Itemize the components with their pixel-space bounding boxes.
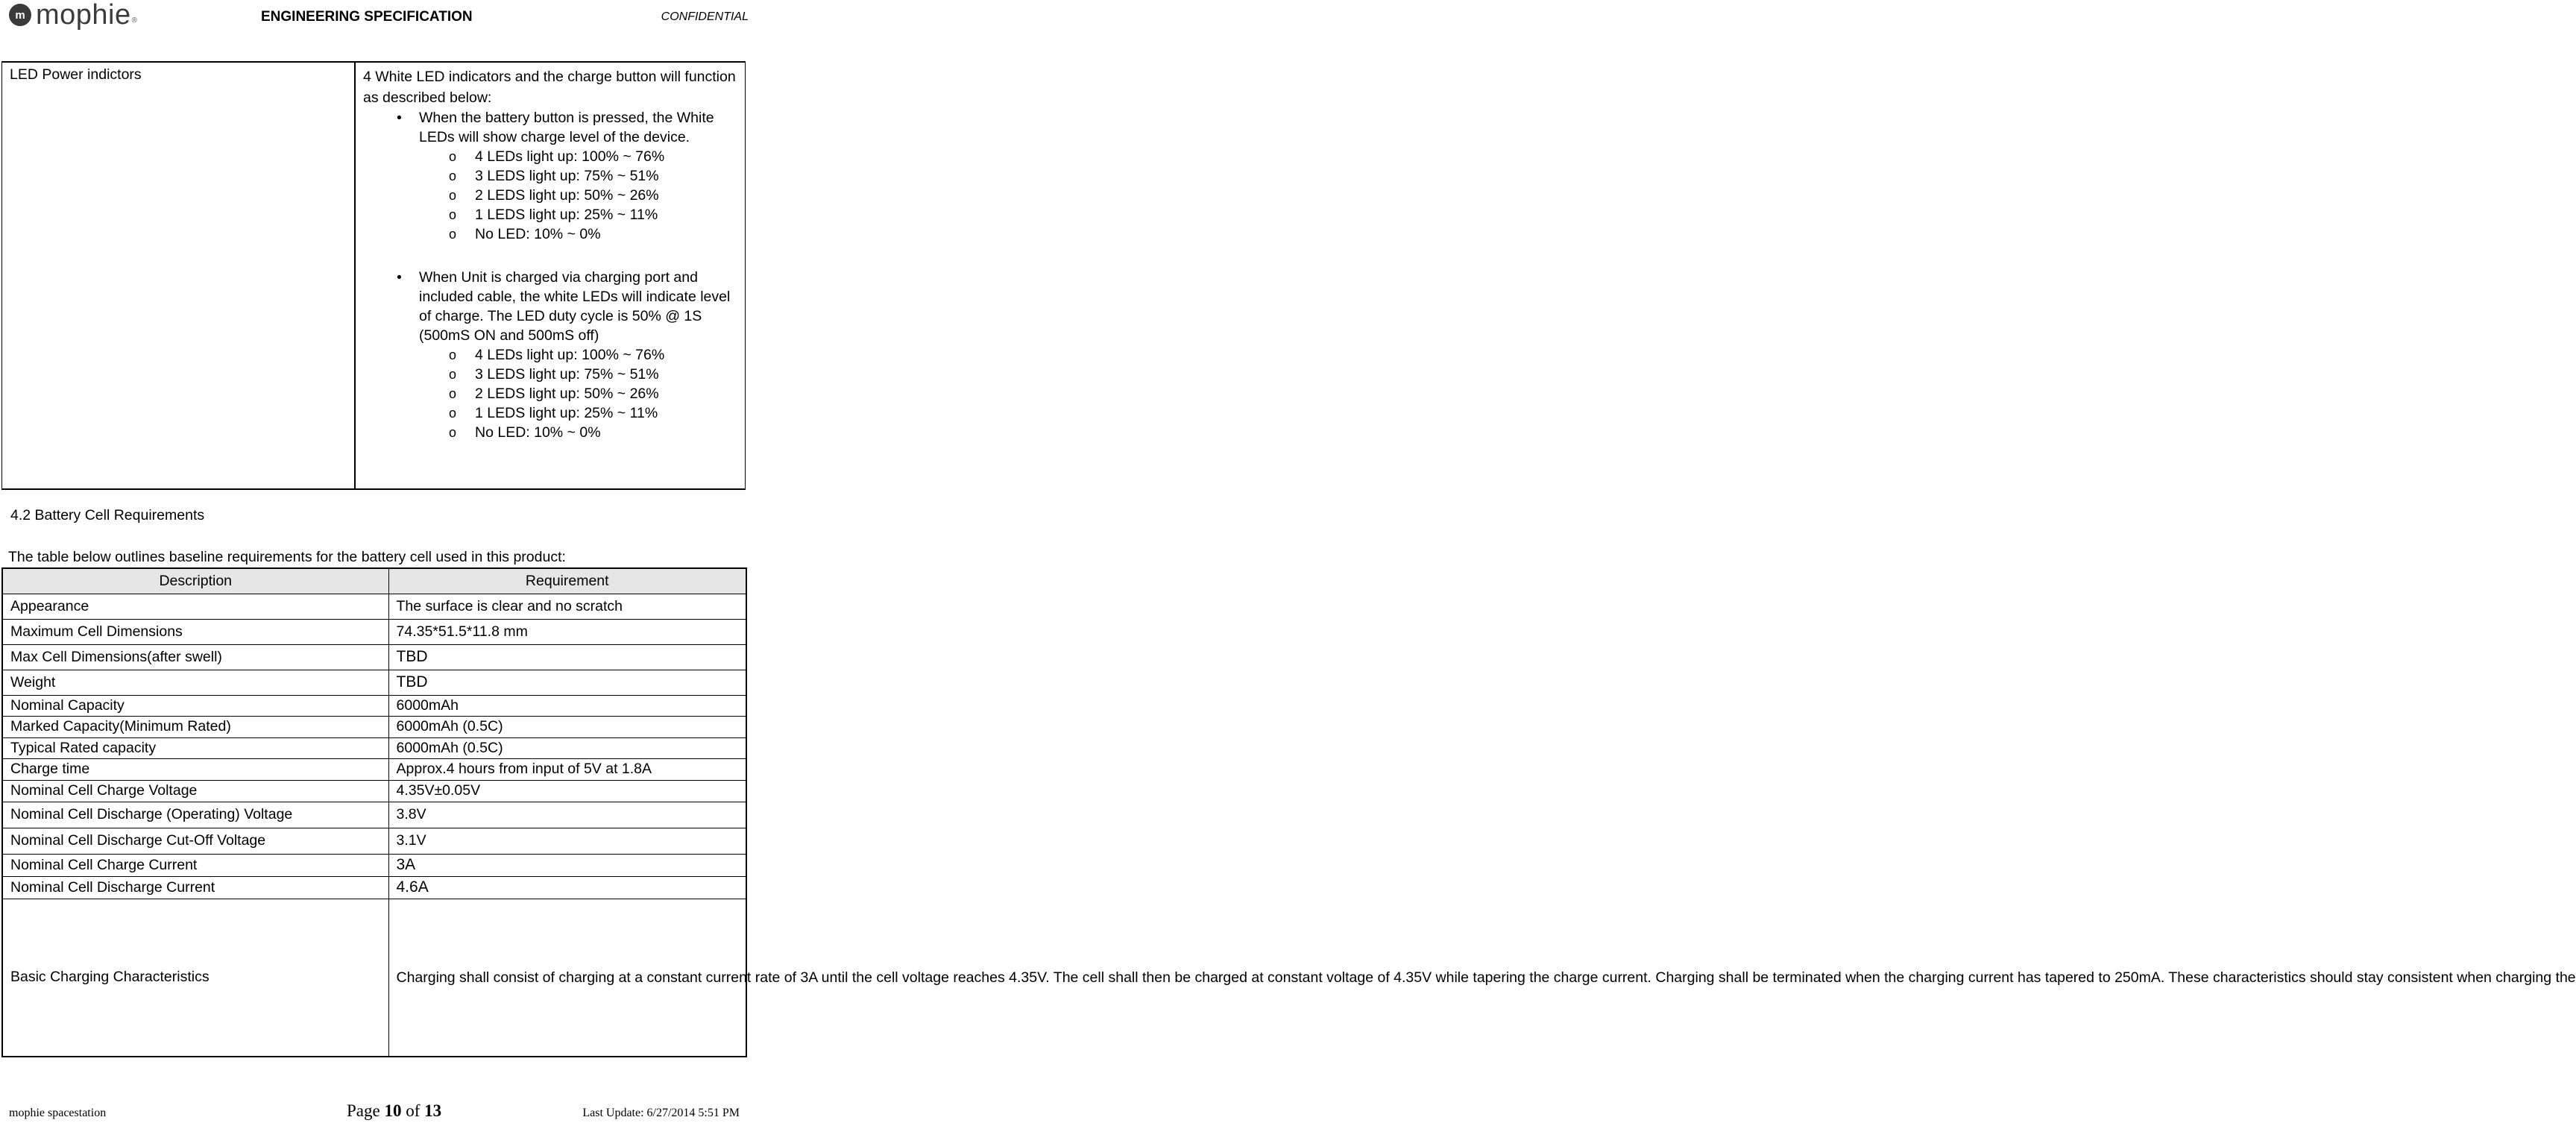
row-requirement: TBD: [388, 644, 746, 670]
row-requirement: Charging shall consist of charging at a constant current rate of 3A until the cell voltage reaches 4.35V. The cell shall then be charged at constant voltage of 4.35V while tapering the charge current. Charging shall be terminated when the charging current has tapered to 250mA. These characteristics should stay consistent when charging the: [388, 899, 746, 1057]
page-number: [347, 1101, 441, 1121]
table-row: [2, 828, 746, 854]
logo-wordmark: mophie: [36, 0, 131, 31]
sub-item: o 3 LEDS light up: 75% ~ 51%: [363, 365, 740, 384]
row-requirement: Approx.4 hours from input of 5V at 1.8A: [388, 758, 746, 780]
sub-item: o 1 LEDS light up: 25% ~ 11%: [363, 205, 740, 224]
row-description: Basic Charging Characteristics: [2, 899, 388, 1057]
mophie-logo: [9, 0, 138, 31]
sub-item: o 2 LEDS light up: 50% ~ 26%: [363, 384, 740, 403]
sub-item: o 1 LEDS light up: 25% ~ 11%: [363, 403, 740, 423]
sub-item: o 4 LEDs light up: 100% ~ 76%: [363, 147, 740, 166]
table-row: [2, 644, 746, 670]
bullet-item: • When the battery button is pressed, the White LEDs will show charge level of the device.: [363, 108, 740, 147]
table-row: [2, 737, 746, 758]
row-requirement: 4.6A: [388, 876, 746, 899]
page-total: 13: [424, 1101, 442, 1120]
mophie-logo-icon: m: [9, 4, 31, 26]
table-row: [2, 594, 746, 619]
table-row: [2, 695, 746, 716]
row-requirement: 3.1V: [388, 828, 746, 854]
row-requirement: 74.35*51.5*11.8 mm: [388, 619, 746, 644]
row-description: Nominal Cell Discharge Current: [2, 876, 388, 899]
table-row: [2, 758, 746, 780]
row-description: Maximum Cell Dimensions: [2, 619, 388, 644]
table-row: [2, 854, 746, 876]
page-current: 10: [384, 1101, 402, 1120]
table-row: [2, 899, 746, 1057]
row-description: Nominal Cell Discharge (Operating) Voltage: [2, 802, 388, 828]
row-description: Nominal Cell Discharge Cut-Off Voltage: [2, 828, 388, 854]
footer-last-update: Last Update: 6/27/2014 5:51 PM: [582, 1107, 740, 1119]
battery-requirements-table: [1, 567, 2576, 1057]
page-header: [0, 0, 750, 34]
row-requirement: TBD: [388, 670, 746, 695]
row-description: Weight: [2, 670, 388, 695]
section-heading: 4.2 Battery Cell Requirements: [10, 507, 205, 523]
table-row: [2, 619, 746, 644]
page-prefix: Page: [347, 1101, 380, 1120]
column-header-requirement: Requirement: [388, 568, 746, 594]
row-requirement: 3.8V: [388, 802, 746, 828]
row-description: Nominal Cell Charge Voltage: [2, 780, 388, 802]
row-description: Marked Capacity(Minimum Rated): [2, 716, 388, 737]
table-row: [2, 670, 746, 695]
row-description: Typical Rated capacity: [2, 737, 388, 758]
row-description: Nominal Capacity: [2, 695, 388, 716]
row-description: Appearance: [2, 594, 388, 619]
sub-item: o 2 LEDS light up: 50% ~ 26%: [363, 186, 740, 205]
footer-product: mophie spacestation: [9, 1107, 107, 1119]
row-description: Nominal Cell Charge Current: [2, 854, 388, 876]
confidential-label: CONFIDENTIAL: [661, 10, 749, 23]
table-row: [2, 780, 746, 802]
table-row: [2, 802, 746, 828]
table-row: [2, 876, 746, 899]
row-requirement: The surface is clear and no scratch: [388, 594, 746, 619]
bullet-item: • When Unit is charged via charging port and included cable, the white LEDs will indicate level of charge. The LED duty cycle is 50% @ 1S (500mS ON and 500mS off): [363, 268, 740, 345]
row-description: Charge time: [2, 758, 388, 780]
document-title: ENGINEERING SPECIFICATION: [261, 9, 473, 25]
table-header-row: [2, 568, 746, 594]
led-indicator-table: [1, 61, 746, 490]
sub-item: o No LED: 10% ~ 0%: [363, 224, 740, 244]
led-label-cell: LED Power indictors: [10, 66, 142, 83]
led-description-cell: [363, 66, 740, 442]
row-requirement: 4.35V±0.05V: [388, 780, 746, 802]
row-requirement: 6000mAh (0.5C): [388, 716, 746, 737]
section-intro: The table below outlines baseline requirements for the battery cell used in this product:: [8, 549, 566, 565]
row-requirement: 6000mAh: [388, 695, 746, 716]
column-header-description: Description: [2, 568, 388, 594]
row-requirement: 3A: [388, 854, 746, 876]
table-row: [2, 716, 746, 737]
sub-item: o 4 LEDs light up: 100% ~ 76%: [363, 345, 740, 365]
sub-item: o 3 LEDS light up: 75% ~ 51%: [363, 166, 740, 186]
registered-mark: ®: [131, 16, 138, 25]
row-description: Max Cell Dimensions(after swell): [2, 644, 388, 670]
sub-item: o No LED: 10% ~ 0%: [363, 423, 740, 442]
page-of: of: [406, 1101, 421, 1120]
spacer: [363, 244, 740, 268]
led-intro-text: 4 White LED indicators and the charge button will function as described below:: [363, 69, 736, 106]
row-requirement: 6000mAh (0.5C): [388, 737, 746, 758]
table-column-divider: [354, 63, 356, 488]
